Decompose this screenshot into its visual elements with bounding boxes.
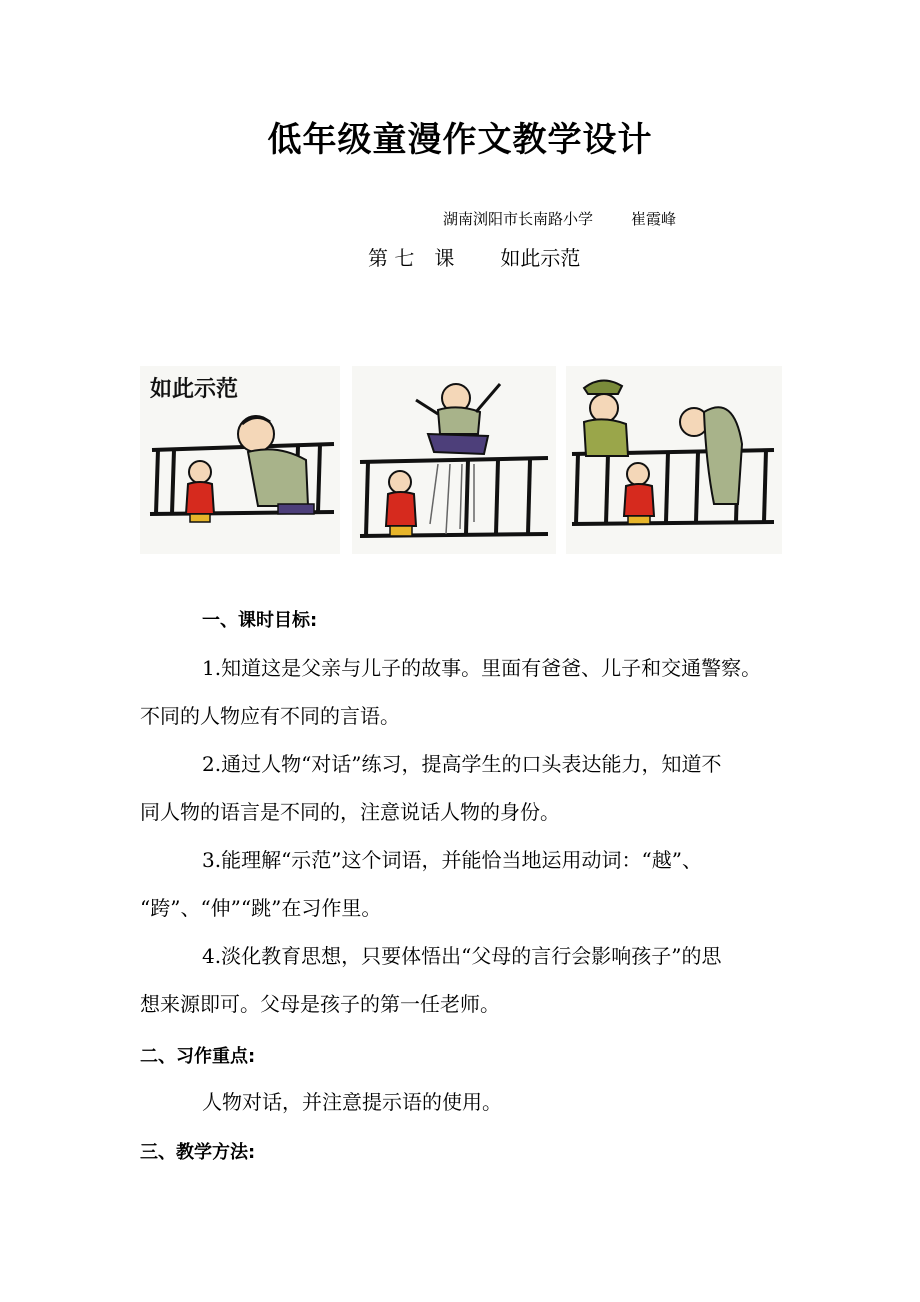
section-heading-focus: 二、习作重点: [140,1046,256,1067]
section-heading-goals: 一、课时目标: [202,610,318,631]
paragraph-line: 3.能理解“示范”这个词语，并能恰当地运用动词：“越”、 [202,848,702,872]
lesson-number: 第 七 课 [368,246,455,270]
comic-illustration [138,364,784,556]
page-title: 低年级童漫作文教学设计 [267,120,653,160]
lesson-heading [368,242,580,271]
lesson-title: 如此示范 [500,246,581,270]
paragraph-line: 不同的人物应有不同的言语。 [140,704,400,728]
comic-caption: 如此示范 [150,377,239,402]
paragraph-line: “跨”、“伸”“跳”在习作里。 [140,896,382,920]
paragraph-line: 人物对话，并注意提示语的使用。 [202,1090,502,1114]
paragraph-line: 2.通过人物“对话”练习，提高学生的口头表达能力，知道不 [202,752,722,776]
author-school: 湖南浏阳市长南路小学 [443,210,594,228]
paragraph-line: 想来源即可。父母是孩子的第一任老师。 [140,992,500,1016]
paragraph-line: 4.淡化教育思想，只要体悟出“父母的言行会影响孩子”的思 [202,944,722,968]
section-heading-methods: 三、教学方法: [140,1142,256,1163]
paragraph-line: 同人物的语言是不同的，注意说话人物的身份。 [140,800,560,824]
comic-panel-3 [566,366,782,554]
comic-panel-2 [352,366,556,554]
author-line [443,208,676,229]
paragraph-line: 1.知道这是父亲与儿子的故事。里面有爸爸、儿子和交通警察。 [202,656,762,680]
comic-panel-1 [140,366,340,554]
author-name: 崔霞峰 [631,210,677,228]
